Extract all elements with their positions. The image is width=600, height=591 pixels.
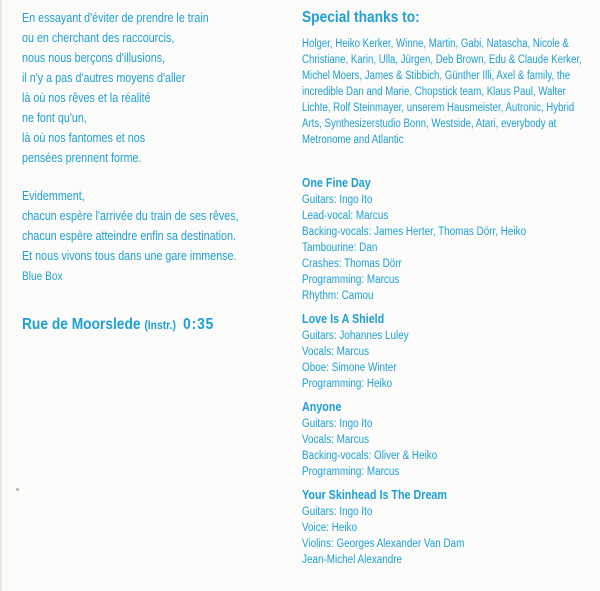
paper-speck [16, 488, 19, 491]
poem-line: nous nous berçons d'illusions, [22, 51, 166, 65]
song-title: One Fine Day [302, 176, 371, 190]
thanks-heading: Special thanks to: [302, 9, 420, 26]
poem-line: ou en cherchant des raccourcis, [22, 31, 175, 45]
thanks-section [302, 8, 592, 148]
poem-line: il n'y a pas d'autres moyens d'aller [22, 71, 186, 85]
poem-line: En essayant d'éviter de prendre le train [22, 11, 209, 25]
credit-line: Oboe: Simone Winter [302, 362, 397, 374]
poem-line: chacun espère l'arrivée du train de ses rêves, [22, 209, 239, 223]
credit-line: Backing-vocals: Oliver & Heiko [302, 450, 438, 462]
poem-stanza-2 [22, 186, 280, 266]
song-title: Your Skinhead Is The Dream [302, 488, 447, 502]
track-duration: 0:35 [183, 316, 215, 333]
song-credits [302, 398, 563, 480]
credit-line: Lead-vocal: Marcus [302, 210, 389, 222]
credit-line: Vocals: Marcus [302, 434, 370, 446]
credit-line: Backing-vocals: James Herter, Thomas Dörr, Heiko [302, 226, 527, 238]
poem-line: ne font qu'un, [22, 111, 87, 125]
credit-line: Guitars: Johannes Luley [302, 330, 409, 342]
credit-line: Voice: Heiko [302, 522, 357, 534]
poem-signature: Blue Box [22, 271, 63, 283]
poem-line: là où nos rêves et la réalité [22, 91, 151, 105]
credit-line: Programming: Marcus [302, 274, 400, 286]
credit-line: Guitars: Ingo Ito [302, 194, 373, 206]
song-title: Love Is A Shield [302, 312, 385, 326]
credit-line: Tambourine: Dan [302, 242, 378, 254]
poem-line: Evidemment, [22, 189, 85, 203]
credit-line: Crashes: Thomas Dörr [302, 258, 402, 270]
credit-line: Guitars: Ingo Ito [302, 506, 373, 518]
poem-line: chacun espère atteindre enfin sa destination. [22, 229, 236, 243]
credit-line: Jean-Michel Alexandre [302, 554, 403, 566]
song-title: Anyone [302, 400, 342, 414]
poem-column [22, 8, 280, 286]
poem-line: Et nous vivons tous dans une gare immense. [22, 249, 237, 263]
credit-line: Guitars: Ingo Ito [302, 418, 373, 430]
credit-line: Programming: Heiko [302, 378, 393, 390]
credit-line: Vocals: Marcus [302, 346, 370, 358]
poem-line: pensées prennent forme. [22, 151, 142, 165]
song-credits [302, 486, 563, 568]
poem-stanza-1 [22, 8, 280, 168]
track-note: (Instr.) [144, 318, 176, 332]
page-fold [0, 0, 2, 591]
credits-column [302, 174, 563, 574]
credit-line: Rhythm: Camou [302, 290, 374, 302]
track-title: Rue de Moorslede [22, 316, 141, 333]
track-heading [22, 316, 214, 334]
credit-line: Programming: Marcus [302, 466, 400, 478]
thanks-list: Holger, Heiko Kerker, Winne, Martin, Gabi, Natascha, Nicole & Christiane, Karin, Ulla, Jürgen, Deb Brown, Edu & Claude Kerker, Michel Moers, James & Stibbich, Günther Illi, Axel & family, the incredible Dan and Marie, Chopstick team, Klaus Paul, Walter Lichte, Rolf Steinmayer, unserem Hausmeister, Autronic, Hybrid Arts, Synthesizerstudio Bonn, Westside, Atari, everybody at Metronome and Atlantic [302, 38, 582, 146]
credit-line: Violins: Georges Alexander Van Dam [302, 538, 465, 550]
poem-line: là où nos fantomes et nos [22, 131, 146, 145]
song-credits [302, 174, 563, 304]
song-credits [302, 310, 563, 392]
